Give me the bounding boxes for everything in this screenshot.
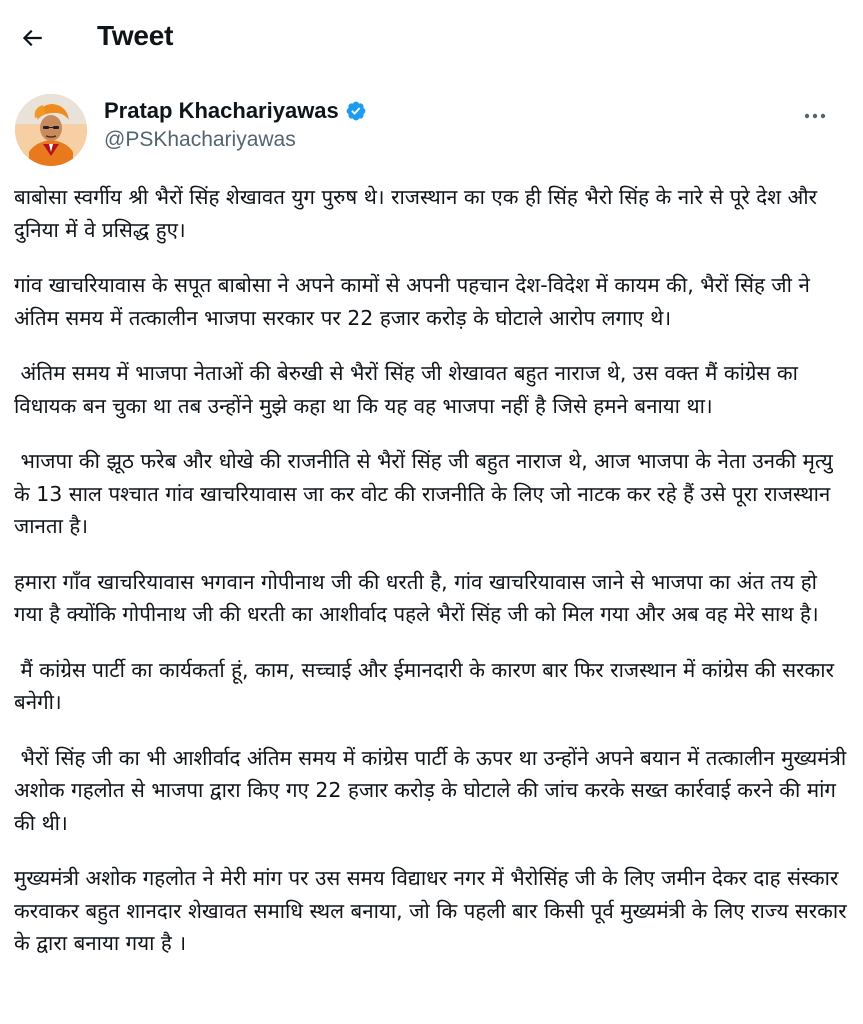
- more-options-button[interactable]: [800, 102, 830, 126]
- author-handle[interactable]: @PSKhachariyawas: [104, 128, 296, 151]
- tweet-author: [0, 88, 863, 168]
- back-button[interactable]: [14, 22, 50, 58]
- tweet-paragraph: अंतिम समय में भाजपा नेताओं की बेरुखी से भैरों सिंह जी शेखावत बहुत नाराज थे, उस वक्त मैं कांग्रेस का विधायक बन चुका था तब उन्होंने मुझे कहा था कि यह वह भाजपा नहीं है जिसे हमने बनाया था।: [14, 361, 805, 418]
- arrow-left-icon: [19, 25, 45, 55]
- tweet-paragraph: मुख्यमंत्री अशोक गहलोत ने मेरी मांग पर उस समय विद्याधर नगर में भैरोसिंह जी के लिए जमीन देकर दाह संस्कार करवाकर बहुत शानदार शेखावत समाधि स्थल बनाया, जो कि पहली बार किसी पूर्व मुख्यमंत्री के लिए राज्य सरकार के द्वारा बनाया गया है ।: [14, 866, 854, 955]
- author-name[interactable]: [104, 98, 367, 124]
- verified-badge-icon: [345, 100, 367, 122]
- page-title: Tweet: [97, 20, 174, 51]
- tweet-text: [14, 181, 854, 960]
- avatar[interactable]: [15, 94, 87, 166]
- tweet-paragraph: हमारा गाँव खाचरियावास भगवान गोपीनाथ जी की धरती है, गांव खाचरियावास जाने से भाजपा का अंत तय हो गया है क्योंकि गोपीनाथ जी की धरती का आशीर्वाद पहले भैरों सिंह जी को मिल गया और अब वह मेरे साथ है।: [14, 569, 824, 626]
- tweet-paragraph: भाजपा की झूठ फरेब और धोखे की राजनीति से भैरों सिंह जी बहुत नाराज थे, आज भाजपा के नेता उनकी मृत्यु के 13 साल पश्चात गांव खाचरियावास जा कर वोट की राजनीति के लिए जो नाटक कर रहे हैं उसे पूरा राजस्थान जानता है।: [14, 449, 840, 538]
- tweet-paragraph: मैं कांग्रेस पार्टी का कार्यकर्ता हूं, काम, सच्चाई और ईमानदारी के कारण बार फिर राजस्थान में कांग्रेस की सरकार बनेगी।: [14, 657, 841, 714]
- tweet-paragraph: बाबोसा स्वर्गीय श्री भैरों सिंह शेखावत युग पुरुष थे। राजस्थान का एक ही सिंह भैरो सिंह के नारे से पूरे देश और दुनिया में वे प्रसिद्ध हुए।: [14, 185, 824, 242]
- more-horizontal-icon: [803, 105, 827, 124]
- author-name-text: Pratap Khachariyawas: [104, 98, 339, 123]
- tweet-paragraph: गांव खाचरियावास के सपूत बाबोसा ने अपने कामों से अपनी पहचान देश-विदेश में कायम की, भैरों सिंह जी ने अंतिम समय में तत्कालीन भाजपा सरकार पर 22 हजार करोड़ के घोटाले आरोप लगाए थे।: [14, 273, 817, 330]
- tweet-paragraph: भैरों सिंह जी का भी आशीर्वाद अंतिम समय में कांग्रेस पार्टी के ऊपर था उन्होंने अपने बयान में तत्कालीन मुख्यमंत्री अशोक गहलोत से भाजपा द्वारा किए गए 22 हजार करोड़ के घोटाले की जांच करके सख्त कार्रवाई करने की मांग की थी।: [14, 745, 853, 835]
- top-bar: [0, 0, 863, 76]
